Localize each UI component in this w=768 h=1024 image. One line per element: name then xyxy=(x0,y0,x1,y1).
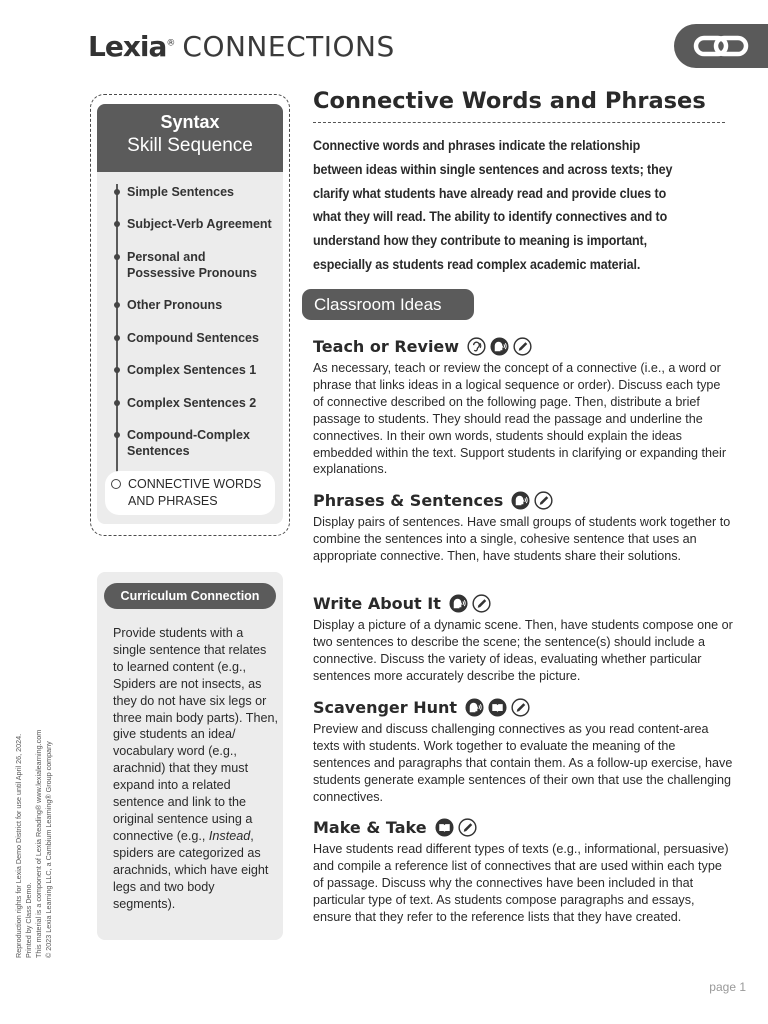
sequence-item: Subject-Verb Agreement xyxy=(127,217,272,231)
activity-body: Display a picture of a dynamic scene. Then, have students compose one or two sentences to describe the scene; the sentence(s) should include a connective. Discuss the variety of ideas, evaluating whether particular sentences more accurately describe the picture. xyxy=(313,618,733,683)
activity-title: Make & Take xyxy=(313,817,427,837)
current-skill: CONNECTIVE WORDS AND PHRASES xyxy=(128,477,262,508)
sequence-item: Compound-Complex Sentences xyxy=(127,428,250,458)
activity-body: Display pairs of sentences. Have small groups of students work together to combine the sentences into a single, cohesive sentence that uses an appropriate connective. Then, have students share their solutions. xyxy=(313,515,731,563)
speaking-head-icon xyxy=(449,594,468,613)
curriculum-connection-text: Provide students with a single sentence that relates to learned content (e.g., Spiders are not insects, as they do not have six legs or three main body parts). Then, give students an idea/ vocabulary word (e.g., arachnid) that they must expand into a related sentence and link to the original sentence using a connective (e.g., Instead, spiders are categorized as arachnids, which have eight legs and two body segments). xyxy=(113,626,278,911)
activity-title: Phrases & Sentences xyxy=(313,490,504,510)
speaking-head-icon xyxy=(490,337,509,356)
sequence-dot xyxy=(114,189,120,195)
activity-title: Write About It xyxy=(313,593,441,613)
section-label: Classroom Ideas xyxy=(302,289,474,320)
brand xyxy=(88,30,395,63)
title-divider xyxy=(313,122,725,123)
sequence-dot xyxy=(114,432,120,438)
activity-title: Scavenger Hunt xyxy=(313,697,458,717)
activity-body: Preview and discuss challenging connectives as you read content-area texts with students. Work together to evaluate the meaning of the sentences and paragraphs that contain them. As a follow-up exercise, have students generate example sentences of their own that use the challenging connectives. xyxy=(313,722,733,804)
activity-make-and-take xyxy=(313,815,733,926)
activity-body: As necessary, teach or review the concept of a connective (i.e., a word or phrase that links ideas in a logical sequence or order). Discuss each type of connective described on the following page. Then, distribute a brief passage to students. They should read the passage and underline the connectives. In their own words, students should explain the ideas embedded within the text. Support students in clarifying or expanding their explanations. xyxy=(313,361,727,477)
activity-body: Have students read different types of texts (e.g., informational, persuasive) and compile a reference list of connectives that are used within each type of passage. Discuss why the connectives have been included in that particular type of text. As students compose paragraphs and essays, ensure that they refer to the reference lists that they have created. xyxy=(313,842,729,924)
sequence-dot xyxy=(114,221,120,227)
legal-notice: Reproduction rights for Lexia Demo District for use until April 26, 2024. Printed by Class Demo. This material is a component of Lexia Reading® www.lexialearning.com © 2023 Lexia Learning LLC, a Cambium Learning® Group company xyxy=(14,729,53,958)
pencil-icon xyxy=(472,594,491,613)
skill-title: Syntax xyxy=(160,112,220,132)
sequence-item: Personal and Possessive Pronouns xyxy=(127,250,257,280)
open-book-icon xyxy=(435,818,454,837)
sequence-item: Other Pronouns xyxy=(127,298,223,312)
activity-teach-or-review xyxy=(313,334,733,478)
intro-paragraph: Connective words and phrases indicate the relationship between ideas within single sentences and across texts; they clarify what students have already read and provide clues to what they will read. The ability to identify connectives and to understand how they contribute to meaning is important, especially as students read complex academic material. xyxy=(313,138,673,272)
sequence-dot xyxy=(114,302,120,308)
activity-write-about-it xyxy=(313,591,733,685)
sequence-dot xyxy=(114,254,120,260)
pencil-icon xyxy=(534,491,553,510)
current-skill-marker xyxy=(111,479,121,489)
skill-sequence-header xyxy=(97,104,283,172)
sequence-dot xyxy=(114,367,120,373)
open-book-icon xyxy=(488,698,507,717)
sequence-item: Complex Sentences 1 xyxy=(127,363,257,377)
product-name: CONNECTIONS xyxy=(182,30,395,63)
pencil-icon xyxy=(513,337,532,356)
sequence-line xyxy=(116,184,118,484)
speaking-head-icon xyxy=(511,491,530,510)
chain-link-icon xyxy=(674,24,768,68)
curriculum-connection-label: Curriculum Connection xyxy=(104,583,276,609)
page-number: page 1 xyxy=(709,980,746,994)
pencil-icon xyxy=(458,818,477,837)
listening-ear-icon xyxy=(467,337,486,356)
sequence-item: Complex Sentences 2 xyxy=(127,396,257,410)
sequence-item: Simple Sentences xyxy=(127,185,234,199)
pencil-icon xyxy=(511,698,530,717)
skill-subtitle: Skill Sequence xyxy=(127,135,253,156)
sequence-dot xyxy=(114,335,120,341)
brand-logo: Lexia® xyxy=(88,30,175,63)
sequence-item: Compound Sentences xyxy=(127,331,259,345)
activity-phrases-and-sentences xyxy=(313,488,733,565)
activity-title: Teach or Review xyxy=(313,336,460,356)
page-title: Connective Words and Phrases xyxy=(313,88,706,114)
activity-scavenger-hunt xyxy=(313,695,733,806)
sequence-dot xyxy=(114,400,120,406)
speaking-head-icon xyxy=(465,698,484,717)
